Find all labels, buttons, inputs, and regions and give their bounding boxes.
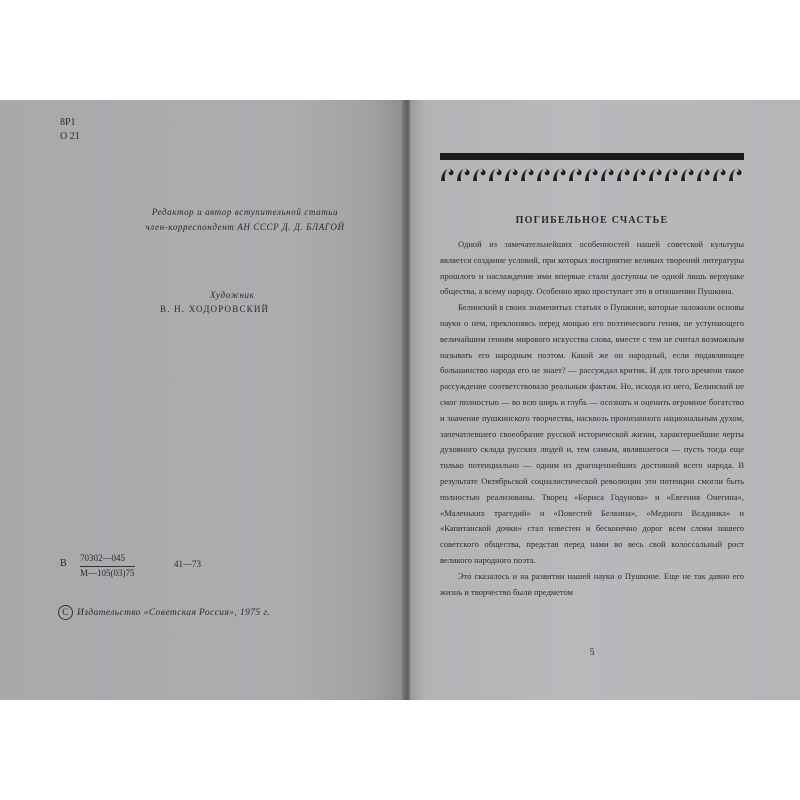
ornament-wave — [697, 169, 710, 181]
editor-credit — [110, 205, 380, 235]
bbk-line: О 21 — [60, 131, 80, 142]
ornament-wave — [649, 169, 662, 181]
paragraph: Это сказалось и на развитии нашей науки о Пушкине. Еще не так давно его жизнь и творчество были предметом — [440, 570, 744, 597]
ornament-wave — [473, 169, 486, 181]
code-tail: 41—73 — [174, 559, 201, 569]
chapter-title: ПОГИБЕЛЬНОЕ СЧАСТЬЕ — [515, 215, 669, 226]
body-text — [440, 237, 744, 600]
ornament-wave — [665, 169, 678, 181]
ornament-bar — [440, 153, 744, 160]
publication-code-letter: В — [60, 558, 67, 569]
ornament-wave — [569, 169, 582, 181]
artist-name: В. Н. ХОДОРОВСКИЙ — [160, 304, 270, 314]
ornament-wave — [537, 169, 550, 181]
publication-code — [80, 552, 135, 580]
left-page — [0, 100, 404, 700]
ornament-wave — [489, 169, 502, 181]
ornament-wave — [633, 169, 646, 181]
ornament-wave — [681, 169, 694, 181]
copyright-text: Издательство «Советская Россия», 1975 г. — [77, 607, 271, 618]
ornament-wave-icon — [440, 164, 744, 184]
open-book — [0, 100, 800, 700]
ornament-wave — [729, 169, 742, 181]
bbk-index — [60, 116, 80, 144]
page-number: 5 — [589, 648, 595, 658]
ornament-wave — [457, 169, 470, 181]
editor-credit-line: член-корреспондент АН СССР Д. Д. БЛАГОЙ — [145, 222, 345, 232]
copyright-line — [58, 605, 270, 620]
paragraph: Одной из замечательнейших особенностей нашей советской культуры является создание условий, при которых восприятие великих творений литературы прошлого и наслаждение ими впервые стали доступны не одной лишь верхушке общества, а всему народу. Особенно ярко проступает это в отношении Пушкина. — [440, 239, 744, 297]
editor-credit-line: Редактор и автор вступительной статьи — [151, 207, 339, 217]
bbk-line: 8Р1 — [60, 117, 76, 128]
ornament-wave — [553, 169, 566, 181]
artist-label: Художник — [210, 290, 255, 300]
ornament-wave — [713, 169, 726, 181]
ornament-wave — [441, 169, 454, 181]
code-numerator: 70302—045 — [80, 552, 135, 567]
ornament-wave — [585, 169, 598, 181]
ornament-wave — [617, 169, 630, 181]
copyright-icon: C — [58, 605, 73, 620]
ornament-wave — [521, 169, 534, 181]
ornament-wave — [505, 169, 518, 181]
code-denominator: М—105(03)75 — [80, 568, 135, 578]
ornament-wave — [601, 169, 614, 181]
paragraph: Белинский в своих знаменитых статьях о Пушкине, которые заложили основы науки о нем, преклоняясь перед мощью его поэтического гения, не уступающего величайшим гениям мирового искусства слова, вместе с тем не считал возможным называть его народным поэтом. Какой же он народный, если подавляющее большинство народа его не знает? — рассуждал критик. И для того времени такое рассуждение соответствовало реальным фактам. Но, исходя из него, Белинский не смог полностью — во всю ширь и глубь — осознать и оценить огромное богатство и значение пушкинского творчества, насквозь пронизанного национальным духом, запечатлевшего своеобразие русской исторической жизни, характернейшие черты духовного склада русских людей и, тем самым, являвшегося — пусть тогда еще только потенциально — одним из драгоценнейших достояний всего народа. В результате Октябрьской социалистической революции эти потенции смогли быть полностью реализованы. Творец «Бориса Годунова» и «Евгения Онегина», «Маленьких трагедий» и «Повестей Белкина», «Медного Всадника» и «Капитанской дочки» стал известен и бесконечно дорог всем слоям нашего советского общества, представ перед нами во весь свой колоссальный рост великого народного поэта. — [440, 302, 744, 565]
